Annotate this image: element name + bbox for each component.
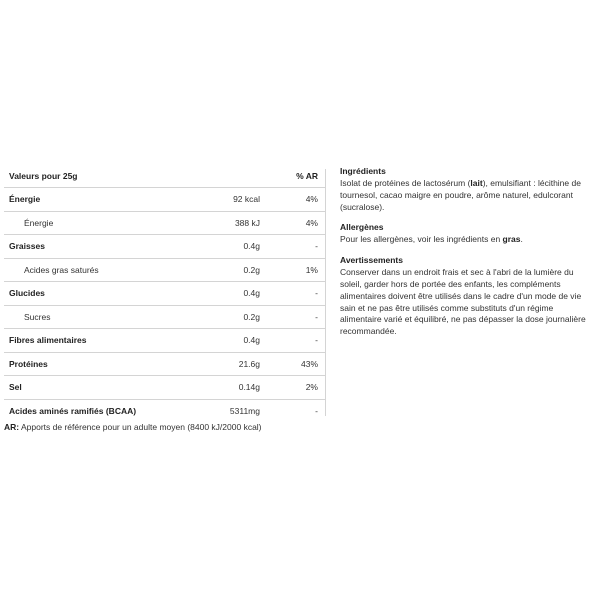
nutrient-value: 5311mg bbox=[229, 406, 260, 416]
nutrient-ar-percent: 43% bbox=[300, 359, 318, 369]
nutrient-ar-percent: - bbox=[315, 406, 318, 416]
footnote-text: Apports de référence pour un adulte moyen (8400 kJ/2000 kcal) bbox=[19, 422, 262, 432]
table-right-divider bbox=[325, 169, 326, 416]
nutrition-row bbox=[4, 306, 326, 329]
nutrient-name: Fibres alimentaires bbox=[9, 335, 87, 345]
nutrient-value: 0.14g bbox=[238, 382, 260, 392]
allergens-heading: Allergènes bbox=[340, 222, 384, 233]
nutrient-value: 388 kJ bbox=[234, 218, 260, 228]
nutrient-name: Sucres bbox=[24, 312, 51, 322]
nutrient-name: Graisses bbox=[9, 241, 45, 251]
nutrition-row bbox=[4, 353, 326, 376]
allergens-text-part: . bbox=[520, 234, 523, 245]
nutrient-ar-percent: - bbox=[315, 335, 318, 345]
nutrient-name: Protéines bbox=[9, 359, 48, 369]
warnings-text: Conserver dans un endroit frais et sec à l'abri de la lumière du soleil, garder hors de portée des enfants, les compléments alimentaires doivent être utilisés dans le cadre d'un mode de vie sain et ne pas être utilisés comme substituts d'un régime alimentaire varié et équilibré, ne pas dépasser la dose journalière recommandée. bbox=[340, 267, 586, 337]
header-ar-label: % AR bbox=[296, 171, 318, 181]
ingredients-text-part: Isolat de protéines de lactosérum ( bbox=[340, 178, 471, 188]
nutrient-value: 21.6g bbox=[238, 359, 260, 369]
nutrient-name: Glucides bbox=[9, 288, 45, 298]
nutrition-row bbox=[4, 282, 326, 306]
nutrient-ar-percent: 1% bbox=[305, 265, 318, 275]
nutrient-ar-percent: 2% bbox=[305, 382, 318, 392]
nutrient-name: Sel bbox=[9, 382, 22, 392]
nutrient-ar-percent: - bbox=[315, 241, 318, 251]
nutrient-name: Énergie bbox=[24, 218, 54, 228]
nutrition-row bbox=[4, 259, 326, 282]
nutrition-row bbox=[4, 235, 326, 259]
nutrition-row bbox=[4, 400, 326, 422]
nutrient-name: Acides gras saturés bbox=[24, 265, 99, 275]
allergens-bold-word: gras bbox=[502, 234, 521, 245]
nutrient-value: 0.4g bbox=[243, 288, 260, 298]
product-info-column bbox=[340, 165, 592, 346]
nutrition-row bbox=[4, 329, 326, 353]
nutrient-ar-percent: 4% bbox=[305, 218, 318, 228]
allergens-text-part: Pour les allergènes, voir les ingrédients en bbox=[340, 234, 503, 245]
nutrient-name: Énergie bbox=[9, 194, 41, 204]
nutrition-rows bbox=[4, 188, 326, 422]
allergens-text bbox=[340, 234, 592, 246]
nutrition-row bbox=[4, 212, 326, 235]
nutrient-ar-percent: - bbox=[315, 312, 318, 322]
ingredients-heading: Ingrédients bbox=[340, 166, 386, 176]
nutrition-table bbox=[4, 165, 326, 422]
nutrient-ar-percent: 4% bbox=[305, 194, 318, 204]
nutrient-value: 0.2g bbox=[243, 265, 260, 275]
nutrient-value: 0.4g bbox=[243, 335, 260, 345]
header-serving-label: Valeurs pour 25g bbox=[9, 171, 78, 181]
warnings-heading: Avertissements bbox=[340, 255, 403, 266]
nutrition-row bbox=[4, 188, 326, 212]
ingredients-text-part: ), emulsifiant : lécithine de tournesol, cacao maigre en poudre, arôme naturel, edulcorant (sucralose). bbox=[340, 178, 581, 212]
nutrient-ar-percent: - bbox=[315, 288, 318, 298]
nutrition-table-header bbox=[4, 165, 326, 188]
nutrient-name: Acides aminés ramifiés (BCAA) bbox=[9, 406, 137, 416]
nutrient-value: 0.2g bbox=[243, 312, 260, 322]
nutrient-value: 0.4g bbox=[243, 241, 260, 251]
ingredients-allergen-bold: lait bbox=[470, 178, 483, 188]
ingredients-text bbox=[340, 178, 592, 213]
footnote-label: AR: bbox=[4, 422, 20, 432]
ar-footnote bbox=[4, 422, 262, 432]
nutrition-row bbox=[4, 376, 326, 400]
nutrient-value: 92 kcal bbox=[233, 194, 260, 204]
